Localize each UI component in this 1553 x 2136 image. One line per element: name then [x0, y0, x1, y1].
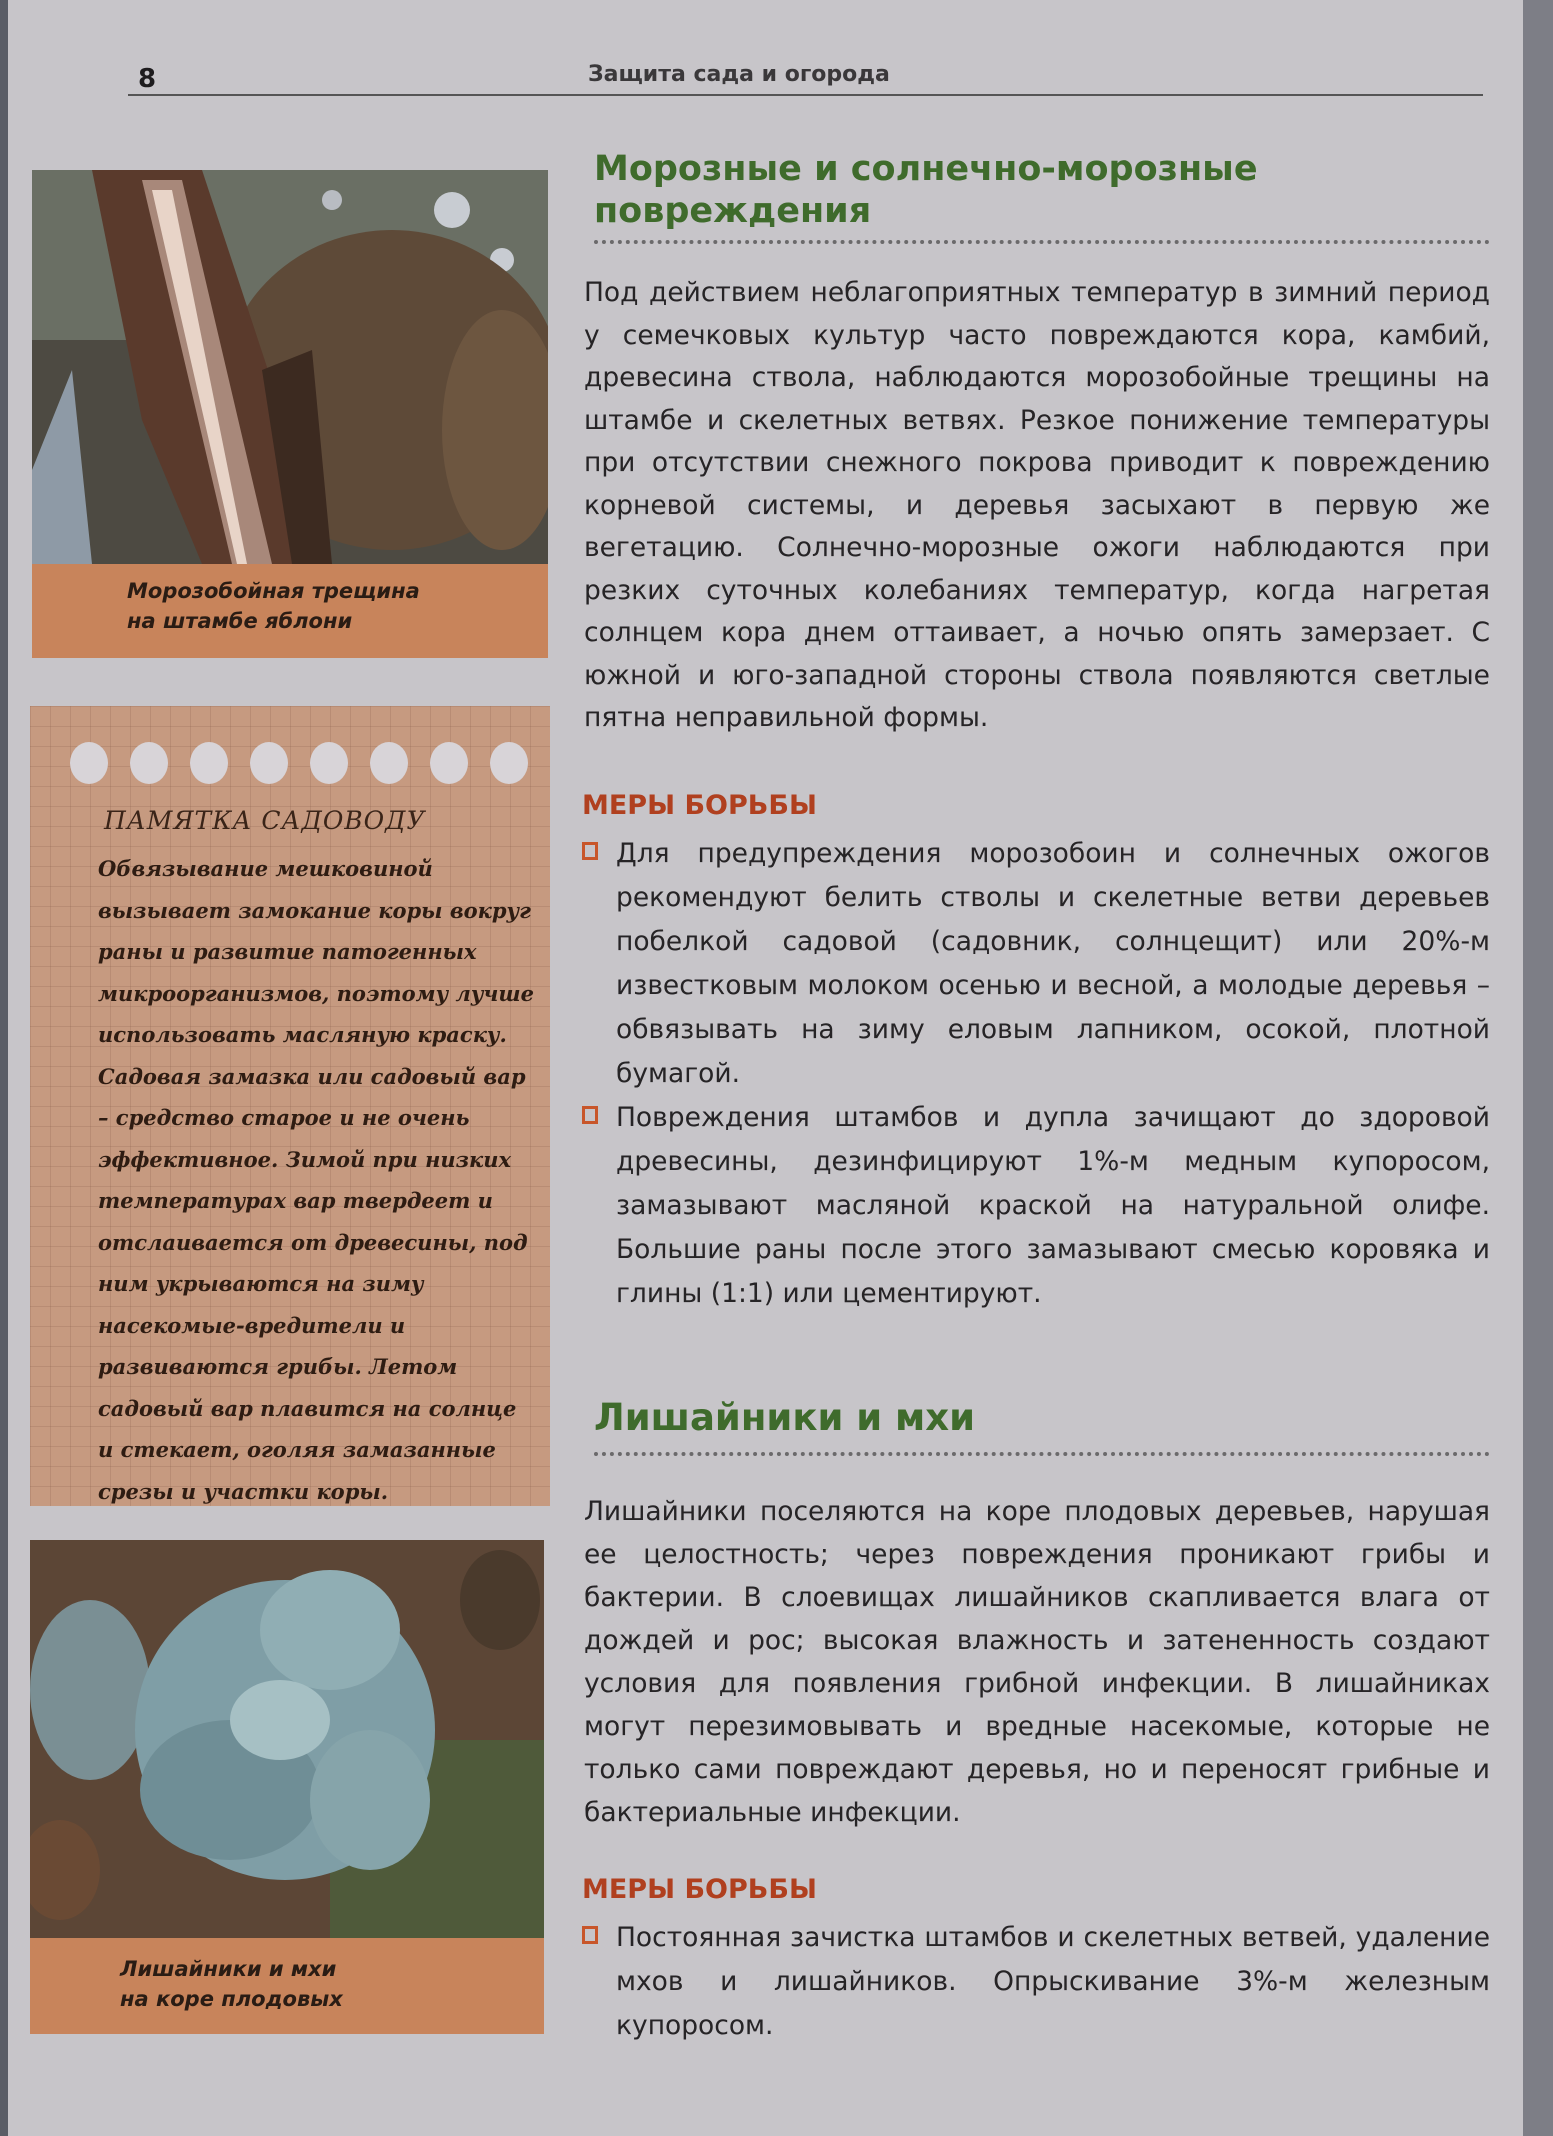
- binder-hole: [130, 742, 168, 784]
- section2-title: Лишайники и мхи: [594, 1396, 976, 1439]
- frost-crack-photo: [32, 170, 548, 564]
- binder-hole: [430, 742, 468, 784]
- photo2-caption-line2: на коре плодовых: [120, 1987, 343, 2011]
- section1-title: [594, 148, 1474, 232]
- section1-measures-heading: МЕРЫ БОРЬБЫ: [582, 790, 817, 821]
- measure-text: Постоянная зачистка штамбов и скелетных ветвей, удаление мхов и лишайников. Опрыскивание 3%-м железным купоросом.: [616, 1922, 1490, 2041]
- binder-hole: [490, 742, 528, 784]
- section1-measure-item: [580, 1096, 1490, 1316]
- section2-dotted-rule: [594, 1452, 1490, 1456]
- header-rule: [128, 94, 1483, 96]
- section1-measure-item: [580, 832, 1490, 1096]
- binder-hole: [190, 742, 228, 784]
- book-page: [8, 0, 1523, 2136]
- section2-measures-heading: МЕРЫ БОРЬБЫ: [582, 1874, 817, 1905]
- binder-hole: [250, 742, 288, 784]
- page-number: 8: [138, 64, 157, 94]
- section2-paragraph: Лишайники поселяются на коре плодовых деревьев, нарушая ее целостность; через повреждения проникают грибы и бактерии. В слоевищах лишайников скапливается влага от дождей и рос; высокая влажность и затененность создают условия для появления грибной инфекции. В лишайниках могут перезимовывать и вредные насекомые, которые не только сами повреждают деревья, но и переносят грибные и бактериальные инфекции.: [584, 1496, 1490, 1828]
- lichen-image: [30, 1540, 544, 1938]
- section1-title-line1: Морозные и солнечно-морозные: [594, 149, 1258, 189]
- binder-hole: [310, 742, 348, 784]
- gardener-memo-card: [30, 706, 550, 1506]
- checkbox-bullet-icon: [582, 1106, 598, 1124]
- section2-measure-item: [580, 1916, 1490, 2048]
- book-edge-strip: [1523, 0, 1553, 2136]
- photo1-caption-line1: Морозобойная трещина: [127, 579, 420, 603]
- photo-lichen-box: [30, 1540, 544, 2034]
- binder-hole: [370, 742, 408, 784]
- section1-paragraph: Под действием неблагоприятных температур в зимний период у семечковых культур часто повреждаются кора, камбий, древесина ствола, наблюдаются морозобойные трещины на штамбе и скелетных ветвях. Резкое понижение температуры при отсутствии снежного покрова приводит к повреждению корневой системы, и деревья засыхают в первую же вегетацию. Солнечно-морозные ожоги наблюдаются при резких суточных колебаниях температур, когда нагретая солнцем кора днем оттаивает, а ночью опять замерзает. С южной и юго-западной стороны ствола появляются светлые пятна неправильной формы.: [584, 277, 1490, 733]
- measure-text: Повреждения штамбов и дупла зачищают до здоровой древесины, дезинфицируют 1%-м медным купоросом, замазывают масляной краской на натуральной олифе. Большие раны после этого замазывают смесью коровяка и глины (1:1) или цементируют.: [616, 1102, 1490, 1309]
- tree-trunk-image: [32, 170, 548, 564]
- binder-hole: [70, 742, 108, 784]
- photo2-caption: [120, 1954, 343, 2014]
- photo-frost-crack-box: [32, 170, 548, 658]
- photo1-caption: [127, 576, 420, 636]
- checkbox-bullet-icon: [582, 1926, 598, 1944]
- checkbox-bullet-icon: [582, 842, 598, 860]
- memo-title: ПАМЯТКА САДОВОДУ: [104, 806, 426, 835]
- measure-text: Для предупреждения морозобоин и солнечных ожогов рекомендуют белить стволы и скелетные ветви деревьев побелкой садовой (садовник, солнцещит) или 20%-м известковым молоком осенью и весной, а молодые деревья – обвязывать на зиму еловым лапником, осокой, плотной бумагой.: [616, 838, 1490, 1089]
- photo2-caption-line1: Лишайники и мхи: [120, 1957, 337, 1981]
- section1-dotted-rule: [594, 240, 1490, 244]
- lichen-photo: [30, 1540, 544, 1938]
- running-title: Защита сада и огорода: [588, 62, 890, 87]
- section1-title-line2: повреждения: [594, 191, 872, 231]
- memo-text: Обвязывание мешковиной вызывает замокание коры вокруг раны и развитие патогенных микроорганизмов, поэтому лучше использовать масляную краску. Садовая замазка или садовый вар – средство старое и не очень эффективное. Зимой при низких температурах вар твердеет и отслаивается от древесины, под ним укрываются на зиму насекомые-вредители и развиваются грибы. Летом садовый вар плавится на солнце и стекает, оголяя замазанные срезы и участки коры.: [98, 856, 535, 1504]
- photo1-caption-line2: на штамбе яблони: [127, 609, 353, 633]
